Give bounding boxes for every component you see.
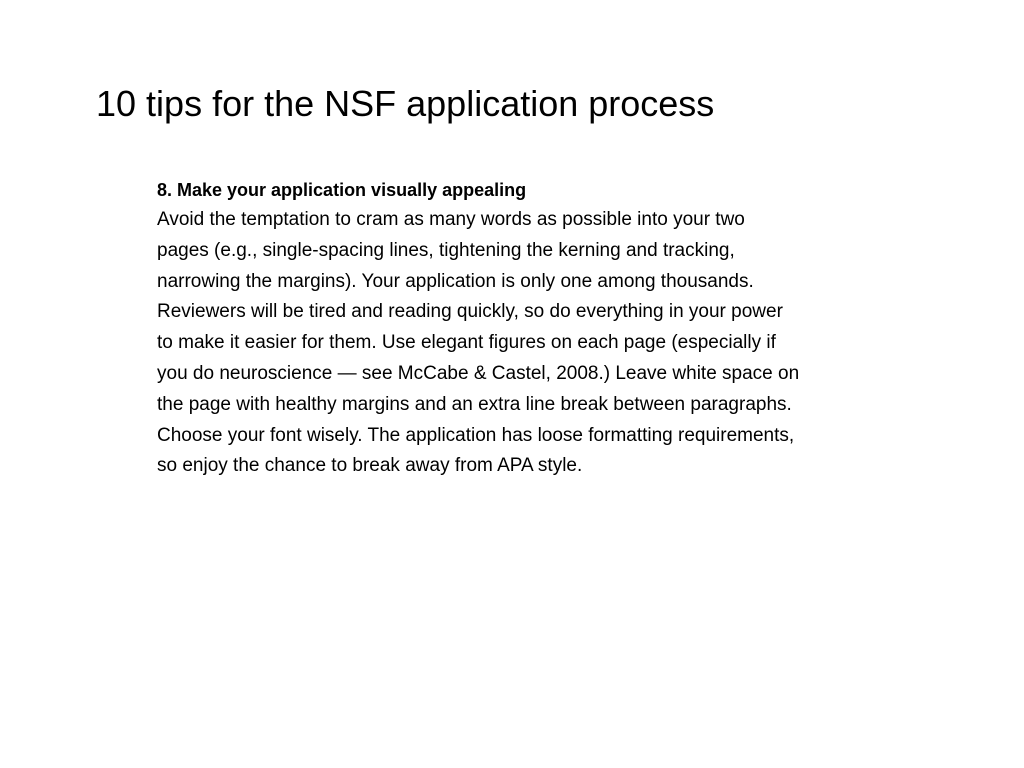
tip-body-line: so enjoy the chance to break away from APA style. xyxy=(157,455,583,477)
slide-title: 10 tips for the NSF application process xyxy=(96,83,715,124)
tip-body-line: you do neuroscience — see McCabe & Castel, 2008.) Leave white space on xyxy=(157,362,800,384)
tip-body-line: narrowing the margins). Your application is only one among thousands. xyxy=(157,270,754,292)
tip-body-line: pages (e.g., single-spacing lines, tightening the kerning and tracking, xyxy=(157,239,735,261)
tip-body-line: to make it easier for them. Use elegant figures on each page (especially if xyxy=(157,332,776,354)
tip-body-line: Reviewers will be tired and reading quickly, so do everything in your power xyxy=(157,301,783,323)
tip-body-line: the page with healthy margins and an extra line break between paragraphs. xyxy=(157,393,792,415)
tip-body xyxy=(157,205,957,482)
tip-body-line: Choose your font wisely. The application has loose formatting requirements, xyxy=(157,424,795,446)
tip-heading: 8. Make your application visually appealing xyxy=(157,180,527,200)
tip-block xyxy=(157,175,957,482)
tip-body-line: Avoid the temptation to cram as many words as possible into your two xyxy=(157,209,745,230)
